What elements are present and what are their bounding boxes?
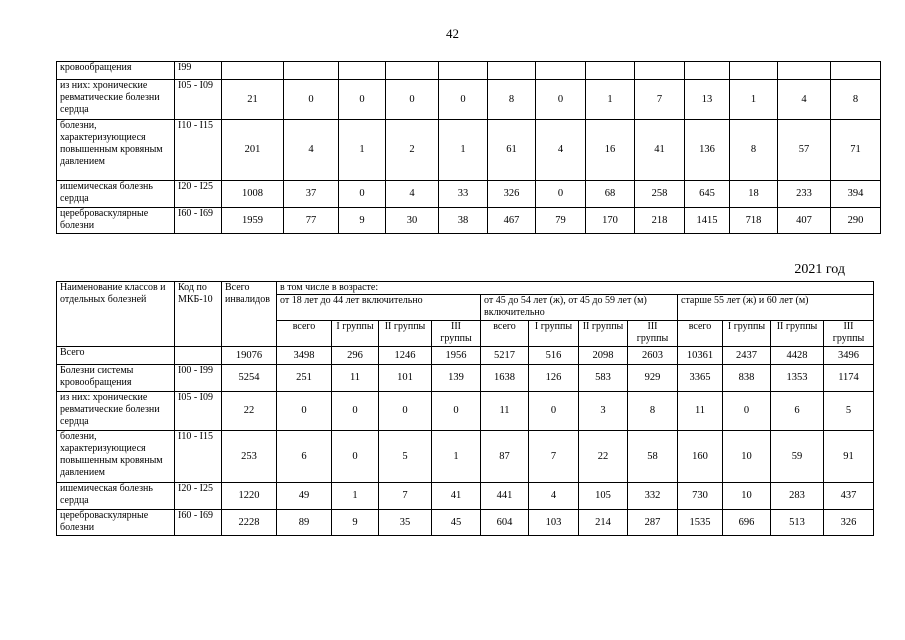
cell-value: 16 [586,120,635,181]
row-code: I05 - I09 [175,80,222,120]
cell-value: 730 [678,483,723,510]
row-code: I05 - I09 [175,392,222,431]
cell-value: 4 [386,181,439,208]
cell-value: 4428 [771,347,824,365]
header-sub-col: всего [481,321,529,347]
cell-value: 4 [778,80,831,120]
cell-value: 3 [579,392,628,431]
cell-value: 1959 [222,208,284,234]
cell-value: 2 [386,120,439,181]
cell-value [586,62,635,80]
cell-value: 126 [529,365,579,392]
cell-value: 103 [529,510,579,536]
row-label: цереброваскулярные болезни [57,510,175,536]
cell-value: 332 [628,483,678,510]
cell-value: 1638 [481,365,529,392]
table-row [57,208,881,234]
cell-value: 49 [277,483,332,510]
cell-value: 0 [332,392,379,431]
cell-value: 8 [628,392,678,431]
row-code: I60 - I69 [175,208,222,234]
header-col-name: Наименование классов и отдельных болезней [57,282,175,347]
row-code: I00 - I99 [175,365,222,392]
cell-value: 136 [685,120,730,181]
cell-value: 7 [529,431,579,483]
cell-value: 10 [723,483,771,510]
cell-value: 437 [824,483,874,510]
cell-value: 0 [723,392,771,431]
cell-value: 326 [488,181,536,208]
header-sub-col: II группы [379,321,432,347]
cell-value: 41 [432,483,481,510]
cell-value: 8 [831,80,881,120]
cell-value: 91 [824,431,874,483]
cell-value: 58 [628,431,678,483]
cell-value: 2098 [579,347,628,365]
cell-value: 326 [824,510,874,536]
cell-value: 1 [339,120,386,181]
cell-value: 1535 [678,510,723,536]
cell-value: 296 [332,347,379,365]
cell-value [536,62,586,80]
cell-value: 1353 [771,365,824,392]
table-body [57,347,874,536]
cell-value: 0 [379,392,432,431]
cell-value: 21 [222,80,284,120]
cell-value: 283 [771,483,824,510]
cell-value: 604 [481,510,529,536]
header-sub-col: всего [678,321,723,347]
cell-value: 13 [685,80,730,120]
table-row [57,392,874,431]
table-row [57,431,874,483]
row-label: болезни, характеризующиеся повышенным кровяным давлением [57,120,175,181]
cell-value: 61 [488,120,536,181]
table-row [57,181,881,208]
table-row [57,483,874,510]
row-code: I20 - I25 [175,181,222,208]
row-label: ишемическая болезнь сердца [57,181,175,208]
cell-value: 1174 [824,365,874,392]
table-row [57,80,881,120]
header-sub-col: II группы [771,321,824,347]
header-group-55-60: старше 55 лет (ж) и 60 лет (м) [678,295,874,321]
cell-value: 3496 [824,347,874,365]
row-label: Всего [57,347,175,365]
header-sub-col: III группы [628,321,678,347]
cell-value: 214 [579,510,628,536]
cell-value: 1 [439,120,488,181]
cell-value: 37 [284,181,339,208]
header-sub-col: всего [277,321,332,347]
cell-value: 2603 [628,347,678,365]
table-2020-continuation [56,61,881,234]
cell-value: 30 [386,208,439,234]
cell-value: 258 [635,181,685,208]
cell-value: 287 [628,510,678,536]
cell-value: 0 [536,181,586,208]
cell-value: 0 [536,80,586,120]
cell-value: 1008 [222,181,284,208]
header-col-total: Всего инвалидов [222,282,277,347]
header-sub-col: III группы [824,321,874,347]
cell-value: 407 [778,208,831,234]
cell-value: 4 [284,120,339,181]
cell-value: 696 [723,510,771,536]
cell-value [730,62,778,80]
cell-value: 1415 [685,208,730,234]
cell-value: 11 [678,392,723,431]
cell-value: 0 [277,392,332,431]
cell-value: 45 [432,510,481,536]
cell-value: 233 [778,181,831,208]
table-body [57,62,881,234]
cell-value: 838 [723,365,771,392]
cell-value: 10 [723,431,771,483]
cell-value: 290 [831,208,881,234]
header-group-45-59: от 45 до 54 лет (ж), от 45 до 59 лет (м) включительно [481,295,678,321]
cell-value: 5254 [222,365,277,392]
header-age: в том числе в возрасте: [277,282,874,295]
cell-value: 11 [332,365,379,392]
cell-value: 645 [685,181,730,208]
cell-value: 22 [579,431,628,483]
page-number: 42 [446,26,459,41]
cell-value: 1 [586,80,635,120]
cell-value: 0 [439,80,488,120]
cell-value: 1 [432,431,481,483]
cell-value: 71 [831,120,881,181]
row-code: I20 - I25 [175,483,222,510]
cell-value: 6 [277,431,332,483]
header-group-18-44: от 18 лет до 44 лет включительно [277,295,481,321]
cell-value: 1 [332,483,379,510]
table-row [57,120,881,181]
cell-value: 57 [778,120,831,181]
cell-value: 0 [386,80,439,120]
cell-value: 4 [529,483,579,510]
year-label: 2021 год [794,262,845,277]
header-col-code: Код по МКБ-10 [175,282,222,347]
table-2021 [56,281,874,536]
row-label: из них: хронические ревматические болезни сердца [57,80,175,120]
cell-value: 139 [432,365,481,392]
row-code: I10 - I15 [175,120,222,181]
cell-value: 33 [439,181,488,208]
header-sub-col: I группы [529,321,579,347]
cell-value: 5 [379,431,432,483]
table-row [57,365,874,392]
table-row [57,347,874,365]
header-sub-col: I группы [332,321,379,347]
cell-value [439,62,488,80]
cell-value: 22 [222,392,277,431]
cell-value: 201 [222,120,284,181]
cell-value: 718 [730,208,778,234]
cell-value: 105 [579,483,628,510]
cell-value: 253 [222,431,277,483]
cell-value: 0 [529,392,579,431]
row-code: I99 [175,62,222,80]
header-sub-col: III группы [432,321,481,347]
cell-value: 1 [730,80,778,120]
cell-value [488,62,536,80]
cell-value [386,62,439,80]
row-code: I60 - I69 [175,510,222,536]
cell-value: 3365 [678,365,723,392]
cell-value: 5217 [481,347,529,365]
cell-value: 1246 [379,347,432,365]
cell-value: 1220 [222,483,277,510]
cell-value: 394 [831,181,881,208]
cell-value: 11 [481,392,529,431]
cell-value [635,62,685,80]
cell-value: 41 [635,120,685,181]
cell-value: 9 [332,510,379,536]
cell-value: 513 [771,510,824,536]
cell-value: 1956 [432,347,481,365]
table-row [57,510,874,536]
cell-value [284,62,339,80]
cell-value: 9 [339,208,386,234]
row-label: болезни, характеризующиеся повышенным кровяным давлением [57,431,175,483]
cell-value: 583 [579,365,628,392]
cell-value: 79 [536,208,586,234]
cell-value: 18 [730,181,778,208]
row-label: кровообращения [57,62,175,80]
table-header [57,282,874,347]
cell-value: 467 [488,208,536,234]
header-sub-col: II группы [579,321,628,347]
cell-value: 19076 [222,347,277,365]
cell-value: 170 [586,208,635,234]
row-code [175,347,222,365]
cell-value: 251 [277,365,332,392]
cell-value: 0 [332,431,379,483]
cell-value: 2437 [723,347,771,365]
cell-value: 68 [586,181,635,208]
cell-value: 2228 [222,510,277,536]
cell-value: 89 [277,510,332,536]
cell-value: 4 [536,120,586,181]
cell-value: 0 [432,392,481,431]
cell-value: 3498 [277,347,332,365]
cell-value: 5 [824,392,874,431]
cell-value: 441 [481,483,529,510]
cell-value: 6 [771,392,824,431]
cell-value: 160 [678,431,723,483]
cell-value: 0 [339,181,386,208]
cell-value: 516 [529,347,579,365]
cell-value: 10361 [678,347,723,365]
cell-value [778,62,831,80]
cell-value: 87 [481,431,529,483]
row-label: ишемическая болезнь сердца [57,483,175,510]
table-row [57,62,881,80]
cell-value [685,62,730,80]
cell-value: 8 [730,120,778,181]
cell-value: 7 [379,483,432,510]
header-sub-col: I группы [723,321,771,347]
cell-value: 7 [635,80,685,120]
cell-value: 929 [628,365,678,392]
cell-value: 101 [379,365,432,392]
cell-value: 218 [635,208,685,234]
row-code: I10 - I15 [175,431,222,483]
cell-value: 0 [284,80,339,120]
cell-value: 77 [284,208,339,234]
cell-value: 0 [339,80,386,120]
cell-value [222,62,284,80]
row-label: цереброваскулярные болезни [57,208,175,234]
cell-value: 59 [771,431,824,483]
row-label: Болезни системы кровообращения [57,365,175,392]
cell-value [339,62,386,80]
row-label: из них: хронические ревматические болезни сердца [57,392,175,431]
cell-value [831,62,881,80]
cell-value: 35 [379,510,432,536]
cell-value: 38 [439,208,488,234]
cell-value: 8 [488,80,536,120]
